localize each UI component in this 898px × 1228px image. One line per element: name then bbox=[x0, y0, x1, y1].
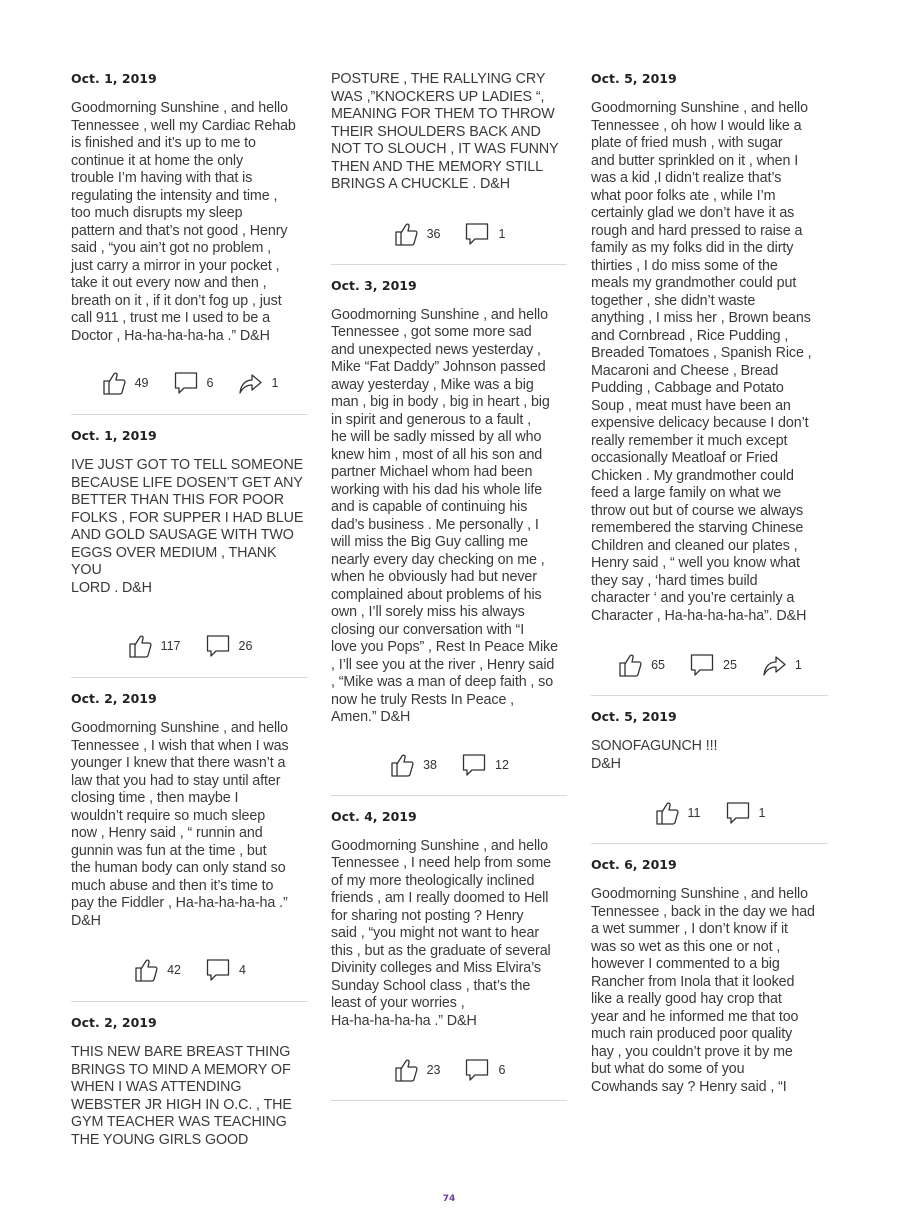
post-actions bbox=[331, 1054, 567, 1086]
comment-button[interactable] bbox=[725, 800, 766, 826]
comment-button[interactable] bbox=[205, 957, 246, 983]
comment-count: 1 bbox=[498, 226, 506, 241]
post bbox=[71, 70, 308, 415]
like-icon bbox=[389, 752, 415, 778]
post bbox=[71, 690, 308, 1002]
post bbox=[71, 427, 308, 678]
comment-count: 4 bbox=[238, 963, 246, 977]
post-text: THIS NEW BARE BREAST THING BRINGS TO MIND A MEMORY OF WHEN I WAS ATTENDING WEBSTER JR HIGH IN O.C. , THE GYM TEACHER WAS TEACHING THE YOUNG GIRLS GOOD bbox=[71, 1044, 292, 1148]
like-count: 38 bbox=[423, 757, 437, 772]
post-text: Goodmorning Sunshine , and hello Tennessee , back in the day we had a wet summer , I don’t know if it was so wet as this one or not , however I commented to a big Rancher from Inola that it looked like a really good hay crop that year and he informed me that too much rain produced poor quality hay , you couldn’t prove it by me but what do some of you Cowhands say ? Henry said , “I bbox=[591, 886, 815, 1095]
comment-button[interactable] bbox=[464, 1057, 505, 1083]
post-actions bbox=[591, 649, 828, 681]
divider bbox=[71, 677, 308, 678]
post bbox=[331, 277, 567, 796]
post-text: IVE JUST GOT TO TELL SOMEONE BECAUSE LIFE DOSEN’T GET ANY BETTER THAN THIS FOR POOR FOLKS , FOR SUPPER I HAD BLUE AND GOLD SAUSAGE WITH TWO EGGS OVER MEDIUM , THANK YOU LORD . D&H bbox=[71, 457, 304, 596]
post-date: Oct. 2, 2019 bbox=[71, 1015, 157, 1030]
post-date: Oct. 5, 2019 bbox=[591, 71, 677, 86]
divider bbox=[331, 795, 567, 796]
like-icon bbox=[393, 1057, 419, 1083]
share-icon bbox=[237, 370, 263, 396]
comment-icon bbox=[689, 652, 715, 678]
like-count: 23 bbox=[426, 1063, 441, 1077]
share-count: 1 bbox=[271, 376, 279, 390]
share-icon bbox=[761, 652, 787, 678]
column-1 bbox=[71, 70, 308, 1149]
like-button[interactable] bbox=[389, 752, 437, 778]
post-date: Oct. 1, 2019 bbox=[71, 428, 157, 443]
divider bbox=[71, 1001, 308, 1002]
like-icon bbox=[101, 370, 127, 396]
divider bbox=[331, 1100, 567, 1101]
divider bbox=[71, 414, 308, 415]
comment-count: 1 bbox=[758, 806, 766, 820]
like-count: 117 bbox=[160, 639, 181, 653]
like-button[interactable] bbox=[101, 370, 149, 396]
comment-icon bbox=[725, 800, 751, 826]
like-icon bbox=[127, 633, 153, 659]
comment-icon bbox=[461, 752, 487, 778]
comment-button[interactable] bbox=[689, 652, 737, 678]
post-text: Goodmorning Sunshine , and hello Tennessee , I wish that when I was younger I knew that there wasn’t a law that you had to stay until after closing time , then maybe I wouldn’t require so much sleep now , Henry said , “ runnin and gunnin was fun at the time , but the human body can only stand so much abuse and then it’s time to pay the Fiddler , Ha-ha-ha-ha-ha .” D&H bbox=[71, 720, 289, 929]
comment-button[interactable] bbox=[461, 752, 509, 778]
comment-count: 26 bbox=[238, 639, 253, 653]
post-date: Oct. 5, 2019 bbox=[591, 709, 677, 724]
like-count: 11 bbox=[687, 806, 701, 820]
comment-count: 12 bbox=[495, 757, 509, 772]
post bbox=[591, 708, 828, 844]
share-button[interactable] bbox=[761, 652, 802, 678]
post-date: Oct. 4, 2019 bbox=[331, 808, 417, 824]
post-date: Oct. 1, 2019 bbox=[71, 71, 157, 86]
post-date: Oct. 2, 2019 bbox=[71, 691, 157, 706]
comment-button[interactable] bbox=[173, 370, 214, 396]
post bbox=[591, 70, 828, 696]
like-button[interactable] bbox=[617, 652, 665, 678]
post bbox=[331, 71, 567, 265]
comment-count: 6 bbox=[206, 376, 214, 390]
post-text: SONOFAGUNCH !!! D&H bbox=[591, 738, 718, 772]
post-text: Goodmorning Sunshine , and hello Tennessee , oh how I would like a plate of fried mush , with sugar and butter sprinkled on it , when I was a kid ,I didn’t realize that’s what poor folks ate , while I’m certainly glad we don’t have it as rough and hard pressed to raise a family as my folks did in the dirty thirties , I do miss some of the meals my grandmother could put together , she didn’t waste anything , I miss her , Brown beans and Cornbread , Rice Pudding , Breaded Tomatoes , Spanish Rice , Macaroni and Cheese , Bread Pudding , Cabbage and Potato Soup , meat must have been an expensive delicacy because I don’t really remember it much except occasionally Meatloaf or Fried Chicken . My grandmother could feed a large family on what we throw out but of course we always remembered the starving Chinese Children and cleaned our plates , Henry said , “ well you know what they say , ‘hard times build character ‘ and you’re certainly a Character , Ha-ha-ha-ha-ha”. D&H bbox=[591, 100, 812, 624]
post bbox=[71, 1014, 308, 1149]
post-actions bbox=[331, 218, 567, 250]
like-button[interactable] bbox=[654, 800, 701, 826]
divider bbox=[591, 695, 828, 696]
comment-button[interactable] bbox=[464, 221, 505, 247]
post-actions bbox=[331, 749, 567, 781]
comment-icon bbox=[464, 1057, 490, 1083]
like-button[interactable] bbox=[393, 221, 441, 247]
comment-count: 6 bbox=[498, 1063, 506, 1077]
comment-icon bbox=[205, 957, 231, 983]
like-icon bbox=[654, 800, 680, 826]
post-actions bbox=[71, 630, 308, 662]
like-count: 42 bbox=[167, 963, 181, 977]
post-text: Goodmorning Sunshine , and hello Tennessee , got some more sad and unexpected news yesterday , Mike “Fat Daddy” Johnson passed away yesterday , Mike was a big man , big in body , big in heart , big in spirit and generous to a fault , he will be sadly missed by all who knew him , most of all his son and partner Michael whom had been working with his dad his whole life and is capable of continuing his dad’s business . Me personally , I will miss the Big Guy calling me nearly every day checking on me , when he obviously had but never complained about problems of his own , I’ll sorely miss his always closing our conversation with “I love you Pops” , Rest In Peace Mike , I’ll see you at the river , Henry said , “Mike was a man of deep faith , so now he truly Rests In Peace , Amen.” D&H bbox=[331, 306, 558, 725]
post bbox=[331, 808, 567, 1102]
post-actions bbox=[71, 367, 308, 399]
comment-button[interactable] bbox=[205, 633, 253, 659]
column-2 bbox=[331, 70, 567, 1101]
like-count: 65 bbox=[651, 658, 666, 672]
post-text: POSTURE , THE RALLYING CRY WAS ,”KNOCKERS UP LADIES “, MEANING FOR THEM TO THROW THEIR SHOULDERS BACK AND NOT TO SLOUCH , IT WAS FUNNY THEN AND THE MEMORY STILL BRINGS A CHUCKLE . D&H bbox=[331, 71, 559, 192]
like-button[interactable] bbox=[127, 633, 181, 659]
post-actions bbox=[71, 954, 308, 986]
like-icon bbox=[133, 957, 159, 983]
post-text: Goodmorning Sunshine , and hello Tennessee , well my Cardiac Rehab is finished and it’s up to me to continue it at home the only trouble I’m having with that is regulating the intensity and time , too much disrupts my sleep pattern and that’s not good , Henry said , “you ain’t got no problem , just carry a mirror in your pocket , take it out every now and then , breath on it , if it don’t fog up , just call 911 , trust me I used to be a Doctor , Ha-ha-ha-ha-ha .” D&H bbox=[71, 100, 296, 344]
share-count: 1 bbox=[794, 658, 802, 672]
post-date: Oct. 6, 2019 bbox=[591, 857, 677, 872]
comment-icon bbox=[205, 633, 231, 659]
column-3 bbox=[591, 70, 828, 1096]
post-actions bbox=[591, 797, 828, 829]
share-button[interactable] bbox=[237, 370, 278, 396]
post-text: Goodmorning Sunshine , and hello Tennessee , I need help from some of my more theologically inclined friends , am I really doomed to Hell for sharing not posting ? Henry said , “you might not want to hear this , but as the graduate of several Divinity colleges and Miss Elvira’s Sunday School class , that’s the least of your worries , Ha-ha-ha-ha-ha .” D&H bbox=[331, 837, 552, 1029]
like-count: 36 bbox=[426, 226, 441, 241]
page-number: 74 bbox=[442, 1194, 456, 1204]
divider bbox=[331, 264, 567, 265]
like-icon bbox=[393, 221, 419, 247]
like-button[interactable] bbox=[133, 957, 181, 983]
post-date: Oct. 3, 2019 bbox=[331, 277, 417, 293]
comment-count: 25 bbox=[723, 658, 737, 672]
like-count: 49 bbox=[134, 376, 149, 390]
comment-icon bbox=[464, 221, 490, 247]
comment-icon bbox=[173, 370, 199, 396]
post bbox=[591, 856, 828, 1096]
like-icon bbox=[617, 652, 643, 678]
divider bbox=[591, 843, 828, 844]
like-button[interactable] bbox=[393, 1057, 441, 1083]
